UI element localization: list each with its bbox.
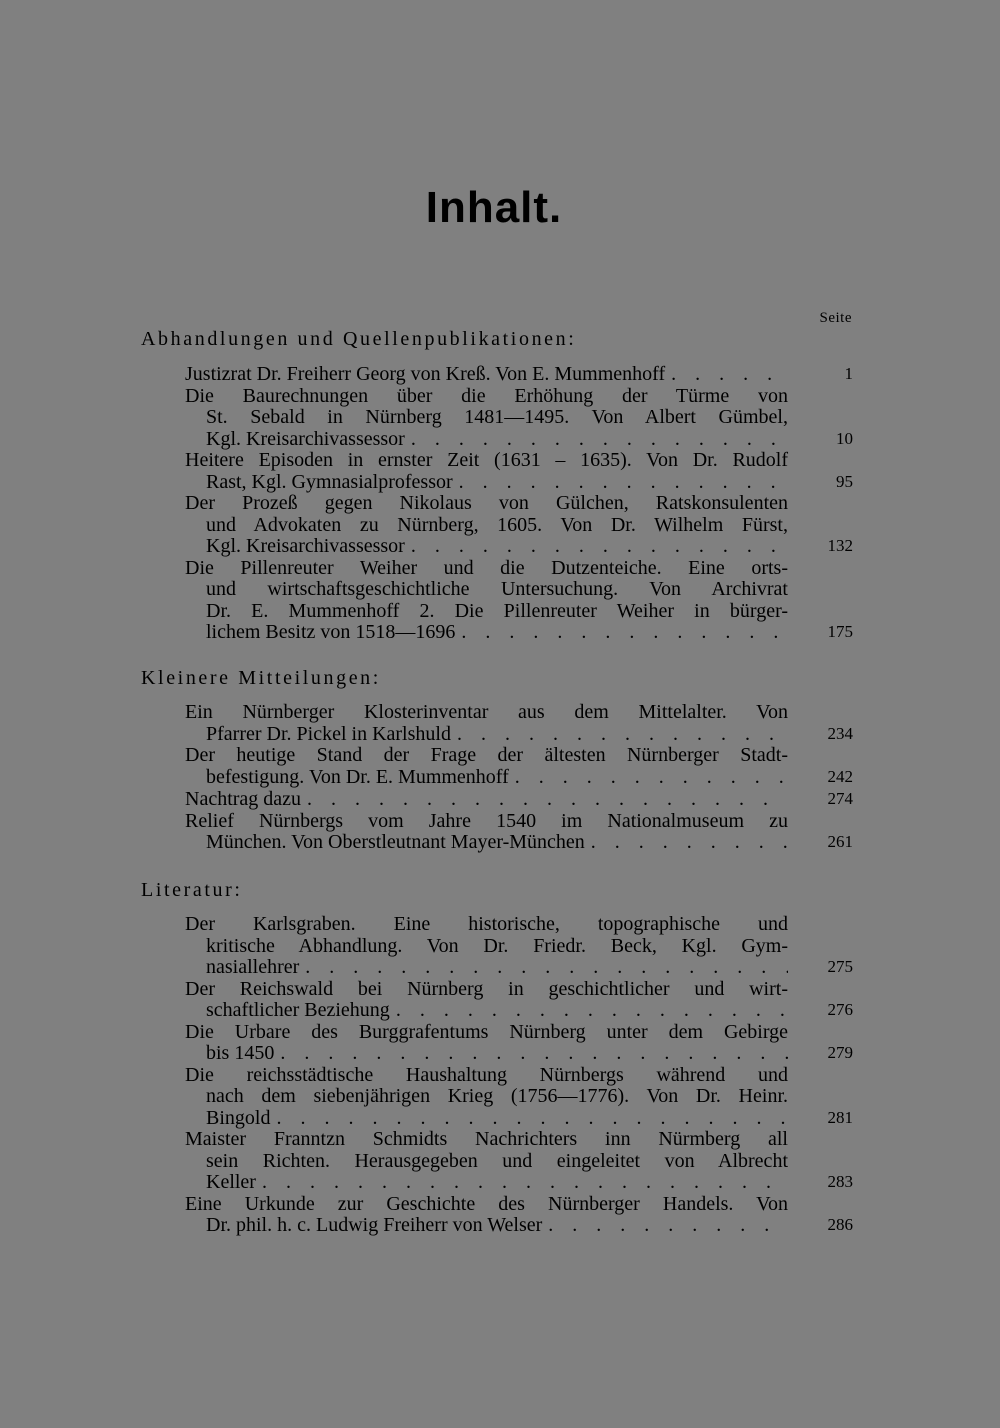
toc-entry-line-last — [185, 1215, 788, 1237]
page-column-label: Seite — [819, 310, 852, 326]
toc-entry-title — [185, 1022, 788, 1065]
toc-entry-title — [185, 1129, 788, 1194]
toc-entry-line-last — [185, 724, 788, 746]
toc-entry — [141, 1022, 853, 1065]
toc-page-number: 275 — [827, 957, 853, 976]
toc-entry-title — [185, 745, 788, 788]
toc-entry-line: Der Prozeß gegen Nikolaus von Gülchen, Ratskonsulenten — [185, 492, 788, 514]
toc-entry-line: Die reichsstädtische Haushaltung Nürnbergs während und — [185, 1063, 788, 1086]
dot-leader — [453, 472, 788, 494]
toc-entry-line-text: bis 1450 — [206, 1042, 275, 1064]
toc-entry-line-last — [185, 1043, 788, 1065]
toc-entry-title — [185, 811, 788, 854]
toc-entry — [141, 493, 853, 558]
toc-entry-line: Der heutige Stand der Frage der ältesten Nürnberger Stadt- — [185, 744, 788, 766]
toc-entry-line: Der Reichswald bei Nürnberg in geschichtlicher und wirt- — [185, 977, 788, 1000]
toc-entry — [141, 702, 853, 745]
toc-entry-line-last — [185, 472, 788, 494]
toc-page-number: 10 — [836, 428, 853, 448]
toc-entry-line-text: Nachtrag dazu — [185, 788, 302, 810]
toc-entry — [141, 386, 853, 451]
entry-list — [141, 363, 853, 644]
toc-entry-title — [185, 702, 788, 745]
toc-page-number: 286 — [827, 1215, 853, 1234]
toc-page-number: 281 — [827, 1107, 853, 1127]
toc-entry-line-last — [185, 622, 788, 644]
toc-entry-line-last — [185, 364, 788, 386]
dot-leader — [455, 622, 788, 644]
dot-leader — [665, 364, 788, 386]
dot-leader — [509, 767, 788, 789]
dot-leader — [405, 536, 788, 558]
toc-entry-line-text: Dr. phil. h. c. Ludwig Freiherr von Welser — [206, 1214, 543, 1236]
toc-entry — [141, 1065, 853, 1130]
toc-entry-line-last — [185, 1000, 788, 1022]
page-title: Inhalt. — [425, 183, 563, 232]
dot-leader — [299, 957, 788, 979]
dot-leader — [585, 832, 788, 854]
toc-entry — [141, 450, 853, 493]
toc-entry-title — [185, 558, 788, 644]
toc-entry-line-text: lichem Besitz von 1518—1696 — [206, 621, 456, 643]
toc-entry-line-last — [185, 536, 788, 558]
toc-entry-title — [185, 1194, 788, 1237]
section-abhandlungen — [141, 325, 853, 644]
toc-entry-title — [185, 450, 788, 493]
toc-entry-line-text: Rast, Kgl. Gymnasialprofessor — [206, 470, 453, 493]
toc-page-number: 234 — [827, 723, 853, 743]
toc-entry-line: und Advokaten zu Nürnberg, 1605. Von Dr. Wilhelm Fürst, — [206, 513, 788, 536]
toc-entry — [141, 788, 853, 811]
dot-leader — [270, 1108, 788, 1130]
toc-entry-title — [185, 914, 788, 979]
toc-entry-line-text: schaftlicher Beziehung — [206, 999, 390, 1021]
toc-entry-line: Ein Nürnberger Klosterinventar aus dem Mittelalter. Von — [185, 701, 788, 723]
toc-entry-line: Heitere Episoden in ernster Zeit (1631 – 1635). Von Dr. Rudolf — [185, 449, 788, 471]
toc-entry-line-text: Justizrat Dr. Freiherr Georg von Kreß. Von E. Mummenhoff — [185, 363, 666, 385]
dot-leader — [451, 724, 788, 746]
toc-entry-title — [185, 493, 788, 558]
toc-entry-title — [185, 1065, 788, 1130]
dot-leader — [256, 1172, 788, 1194]
toc-entry — [141, 1129, 853, 1194]
toc-entry-line: und wirtschaftsgeschichtliche Untersuchung. Von Archivrat — [206, 578, 788, 600]
dot-leader — [542, 1215, 788, 1237]
toc-entry-line: Dr. E. Mummenhoff 2. Die Pillenreuter Weiher in bürger- — [206, 599, 788, 622]
toc-entry-line-text: nasiallehrer — [206, 956, 300, 978]
toc-entry — [141, 363, 853, 386]
toc-entry-line-last — [185, 1172, 788, 1194]
section-heading: Abhandlungen und Quellenpublikationen: — [141, 328, 577, 350]
section-heading: Kleinere Mitteilungen: — [141, 667, 381, 689]
toc-page-number: 276 — [827, 1000, 853, 1019]
toc-entry — [141, 745, 853, 788]
section-literatur — [141, 876, 853, 1237]
entry-list — [141, 702, 853, 854]
toc-entry-title — [185, 979, 788, 1022]
toc-entry-title — [185, 789, 788, 811]
toc-page-number: 175 — [827, 622, 853, 641]
toc-page-number: 261 — [827, 832, 853, 851]
toc-entry-line-text: Bingold — [206, 1106, 271, 1129]
toc-entry-line-text: Pfarrer Dr. Pickel in Karlshuld — [206, 722, 451, 745]
toc-entry-line: Maister Franntzn Schmidts Nachrichters inn Nürmberg all — [185, 1128, 788, 1150]
toc-entry-line-text: München. Von Oberstleutnant Mayer-München — [206, 831, 585, 853]
toc-entry — [141, 979, 853, 1022]
section-heading: Literatur: — [141, 879, 243, 901]
toc-entry-line-text: befestigung. Von Dr. E. Mummenhoff — [206, 765, 509, 788]
toc-entry-line: kritische Abhandlung. Von Dr. Friedr. Beck, Kgl. Gym- — [206, 934, 788, 957]
toc-entry-line-last — [185, 429, 788, 451]
toc-entry-line-last — [185, 1108, 788, 1130]
toc-page-number: 132 — [827, 536, 853, 555]
dot-leader — [274, 1043, 788, 1065]
toc-entry-line: nach dem siebenjährigen Krieg (1756—1776). Von Dr. Heinr. — [206, 1085, 788, 1107]
toc-entry — [141, 811, 853, 854]
section-kleinere-mitteilungen — [141, 664, 853, 854]
entry-list — [141, 914, 853, 1237]
toc-entry — [141, 914, 853, 979]
toc-entry-line-last — [185, 789, 788, 811]
toc-entry-line-last — [185, 957, 788, 979]
toc-page-number: 242 — [827, 766, 853, 786]
toc-entry — [141, 558, 853, 644]
toc-entry-line: Relief Nürnbergs vom Jahre 1540 im Nationalmuseum zu — [185, 809, 788, 832]
toc-entry-line: St. Sebald in Nürnberg 1481—1495. Von Albert Gümbel, — [206, 406, 788, 428]
toc-page-number: 274 — [827, 789, 853, 808]
toc-page-number: 279 — [827, 1043, 853, 1062]
toc-entry-line: Die Pillenreuter Weiher und die Dutzenteiche. Eine orts- — [185, 556, 788, 579]
toc-entry-title — [185, 364, 788, 386]
toc-entry-line-last — [185, 767, 788, 789]
toc-entry-title — [185, 386, 788, 451]
toc-entry-line-text: Keller — [206, 1171, 256, 1193]
toc-page-number: 95 — [836, 471, 853, 491]
toc-entry-line: sein Richten. Herausgegeben und eingeleitet von Albrecht — [206, 1149, 788, 1172]
toc-entry-line: Die Urbare des Burggrafentums Nürnberg unter dem Gebirge — [185, 1020, 788, 1043]
toc-entry-line: Eine Urkunde zur Geschichte des Nürnberger Handels. Von — [185, 1192, 788, 1215]
dot-leader — [405, 429, 788, 451]
dot-leader — [390, 1000, 788, 1022]
toc-entry-line: Die Baurechnungen über die Erhöhung der Türme von — [185, 384, 788, 407]
toc-entry-line-last — [185, 832, 788, 854]
dot-leader — [301, 789, 788, 811]
toc-entry-line-text: Kgl. Kreisarchivassessor — [206, 535, 405, 557]
toc-entry-line-text: Kgl. Kreisarchivassessor — [206, 427, 405, 450]
toc-page-number: 1 — [844, 364, 853, 383]
toc-entry — [141, 1194, 853, 1237]
toc-entry-line: Der Karlsgraben. Eine historische, topographische und — [185, 913, 788, 935]
toc-page-number: 283 — [827, 1172, 853, 1191]
